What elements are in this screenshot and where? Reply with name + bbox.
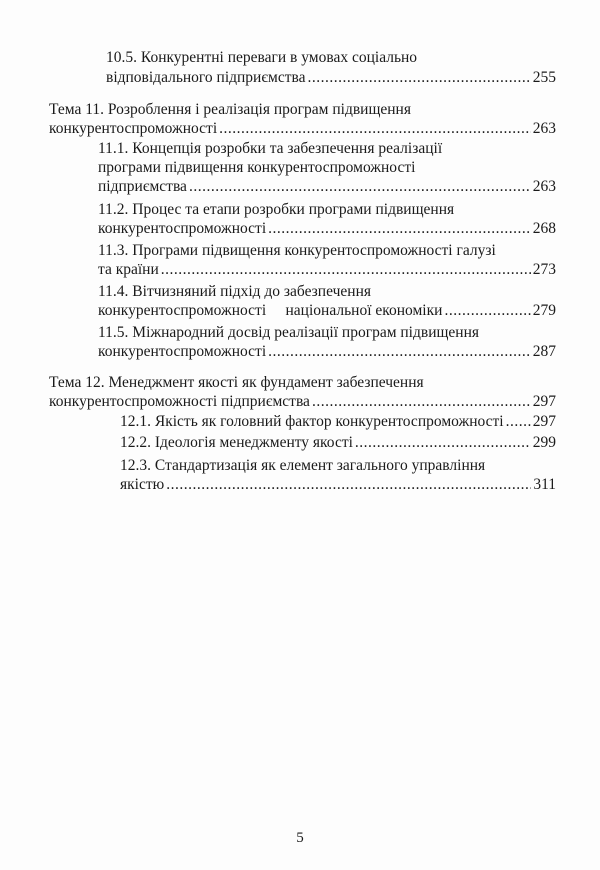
toc-entry-11-3-page: 273 bbox=[532, 261, 556, 278]
toc-entry-12-2 bbox=[120, 433, 556, 453]
toc-entry-10-5 bbox=[106, 68, 556, 88]
dot-leader bbox=[444, 301, 530, 321]
toc-entry-12-3-line1: 12.3. Стандартизація як елемент загального управління bbox=[120, 457, 486, 474]
toc-entry-12-2-line1: 12.2. Ідеологія менеджменту якості bbox=[120, 434, 353, 451]
toc-entry-12-3-line2: якістю bbox=[120, 476, 165, 493]
toc-topic-12-line1: Тема 12. Менеджмент якості як фундамент забезпечення bbox=[49, 374, 424, 391]
dot-leader bbox=[219, 119, 531, 139]
toc-entry-11-2-line2: конкурентоспроможності bbox=[98, 220, 267, 237]
toc-topic-11-line1: Тема 11. Розроблення і реалізація програм підвищення bbox=[49, 101, 411, 118]
page-number: 5 bbox=[296, 830, 304, 846]
dot-leader bbox=[189, 177, 531, 197]
toc-entry-11-5-line1: 11.5. Міжнародний досвід реалізації програм підвищення bbox=[98, 324, 480, 341]
toc-entry-11-1-page: 263 bbox=[532, 178, 556, 195]
toc-entry-11-5-page: 287 bbox=[532, 343, 556, 360]
toc-entry-12-3-page: 311 bbox=[533, 476, 556, 493]
toc-entry-11-1 bbox=[98, 177, 556, 197]
dot-leader bbox=[161, 260, 531, 280]
toc-entry-11-2-line1: 11.2. Процес та етапи розробки програми підвищення bbox=[98, 201, 455, 218]
toc-entry-11-3-line2: та країни bbox=[98, 261, 159, 278]
toc-entry-10-5-line1: 10.5. Конкурентні переваги в умовах соціально bbox=[106, 49, 418, 66]
toc-topic-12 bbox=[49, 392, 556, 412]
dot-leader bbox=[268, 219, 531, 239]
dot-leader bbox=[166, 475, 531, 495]
toc-entry-11-2-page: 268 bbox=[532, 220, 556, 237]
toc-entry-10-5-line2: відповідального підприємства bbox=[106, 69, 306, 86]
toc-entry-10-5-page: 255 bbox=[532, 69, 556, 86]
toc-topic-12-line2: конкурентоспроможності підприємства bbox=[49, 393, 310, 410]
toc-topic-11-page: 263 bbox=[532, 120, 556, 137]
toc-entry-11-4-line1: 11.4. Вітчизняний підхід до забезпечення bbox=[98, 283, 371, 300]
toc-entry-12-1-page: 297 bbox=[532, 413, 556, 430]
dot-leader bbox=[355, 433, 531, 453]
toc-topic-11-line2: конкурентоспроможності bbox=[49, 120, 218, 137]
dot-leader bbox=[268, 342, 531, 362]
toc-entry-12-3 bbox=[120, 475, 556, 495]
toc-entry-11-3 bbox=[98, 260, 556, 280]
toc-entry-11-3-line1: 11.3. Програми підвищення конкурентоспроможності галузі bbox=[98, 242, 496, 259]
toc-entry-11-1-line3: підприємства bbox=[98, 178, 187, 195]
dot-leader bbox=[506, 412, 531, 432]
toc-topic-11 bbox=[49, 119, 556, 139]
toc-entry-11-4 bbox=[98, 301, 556, 321]
dot-leader bbox=[312, 392, 531, 412]
toc-entry-12-1 bbox=[120, 412, 556, 432]
toc-entry-11-5-line2: конкурентоспроможності bbox=[98, 343, 267, 360]
toc-entry-12-2-page: 299 bbox=[532, 434, 556, 451]
toc-entry-11-1-line2: програми підвищення конкурентоспроможності bbox=[98, 159, 416, 176]
toc-entry-11-5 bbox=[98, 342, 556, 362]
toc-entry-11-4-line2: конкурентоспроможності національної економіки bbox=[98, 302, 443, 319]
toc-entry-11-4-page: 279 bbox=[532, 302, 556, 319]
toc-topic-12-page: 297 bbox=[532, 393, 556, 410]
toc-entry-12-1-line1: 12.1. Якість як головний фактор конкурентоспроможності bbox=[120, 413, 504, 430]
toc-entry-11-1-line1: 11.1. Концепція розробки та забезпечення реалізації bbox=[98, 140, 443, 157]
toc-entry-11-2 bbox=[98, 219, 556, 239]
dot-leader bbox=[307, 68, 530, 88]
